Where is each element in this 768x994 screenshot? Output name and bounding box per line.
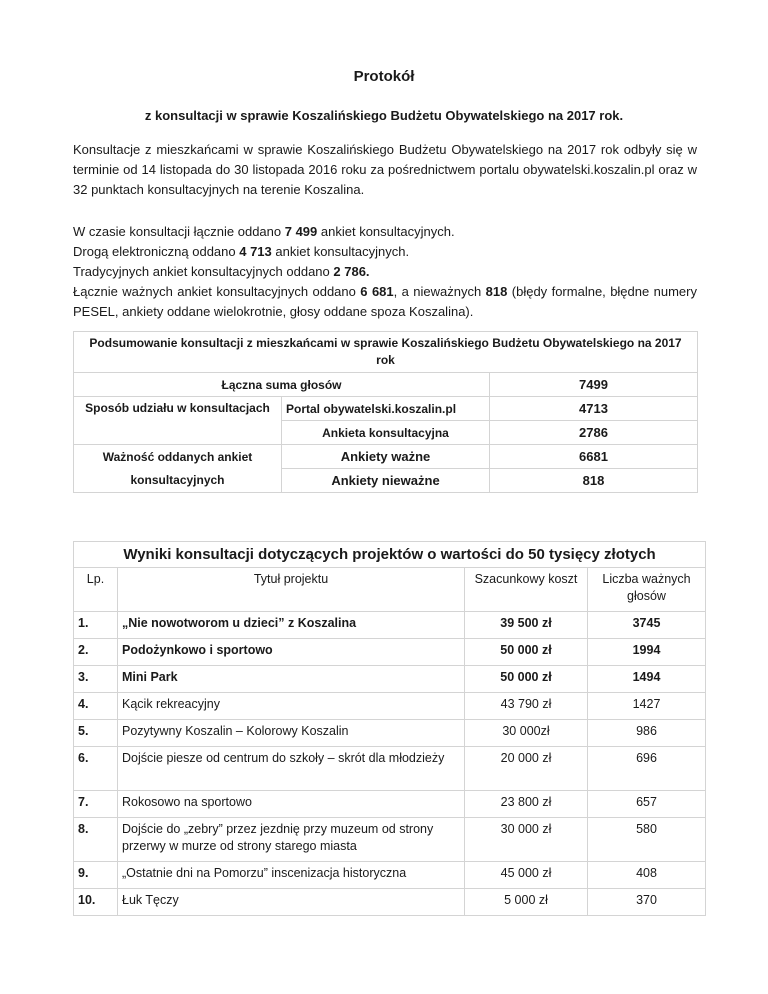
row-votes: 986 — [588, 720, 706, 747]
table-row — [74, 889, 706, 916]
method-label: Sposób udziału w konsultacjach — [74, 397, 282, 445]
row-lp: 7. — [74, 791, 118, 818]
intro-paragraph: Konsultacje z mieszkańcami w sprawie Koszalińskiego Budżetu Obywatelskiego na 2017 rok odbyły się w terminie od 14 listopada do 30 listopada 2016 roku za pośrednictwem portalu obywatelski.koszalin.pl oraz w 32 punktach konsultacyjnych na terenie Koszalina. — [73, 142, 697, 197]
stats-traditional-value: 2 786. — [333, 264, 370, 279]
summary-caption-row — [74, 332, 698, 373]
table-row — [74, 612, 706, 639]
row-votes: 1427 — [588, 693, 706, 720]
row-votes: 370 — [588, 889, 706, 916]
row-title: „Ostatnie dni na Pomorzu” inscenizacja historyczna — [118, 862, 465, 889]
row-cost: 50 000 zł — [465, 639, 588, 666]
row-cost: 30 000 zł — [465, 818, 588, 862]
row-lp: 2. — [74, 639, 118, 666]
row-lp: 6. — [74, 747, 118, 791]
row-votes: 580 — [588, 818, 706, 862]
portal-label: Portal obywatelski.koszalin.pl — [282, 397, 490, 421]
row-title: Podożynkowo i sportowo — [118, 639, 465, 666]
results-table — [73, 541, 706, 916]
stats-line-total — [73, 222, 697, 242]
row-cost: 50 000 zł — [465, 666, 588, 693]
row-title: Kącik rekreacyjny — [118, 693, 465, 720]
row-cost: 20 000 zł — [465, 747, 588, 791]
row-cost: 5 000 zł — [465, 889, 588, 916]
row-votes: 3745 — [588, 612, 706, 639]
stats-line-traditional — [73, 262, 697, 282]
row-cost: 39 500 zł — [465, 612, 588, 639]
row-lp: 1. — [74, 612, 118, 639]
row-votes: 1994 — [588, 639, 706, 666]
stats-paragraph — [73, 222, 697, 322]
stats-text: ankiet konsultacyjnych. — [317, 224, 455, 239]
portal-value: 4713 — [490, 397, 698, 421]
stats-text: , a nieważnych — [393, 284, 486, 299]
header-cost: Szacunkowy koszt — [465, 568, 588, 612]
table-row — [74, 639, 706, 666]
stats-text: Tradycyjnych ankiet konsultacyjnych oddano — [73, 264, 334, 279]
stats-text: W czasie konsultacji łącznie oddano — [73, 224, 285, 239]
total-value: 7499 — [490, 373, 698, 397]
total-label: Łączna suma głosów — [74, 373, 490, 397]
stats-total-value: 7 499 — [284, 224, 318, 239]
row-votes: 1494 — [588, 666, 706, 693]
table-row — [74, 666, 706, 693]
row-lp: 10. — [74, 889, 118, 916]
stats-text: ankiet konsultacyjnych. — [271, 244, 410, 259]
summary-row-total — [74, 373, 698, 397]
row-cost: 30 000zł — [465, 720, 588, 747]
validity-label-2: konsultacyjnych — [74, 469, 282, 493]
survey-label: Ankieta konsultacyjna — [282, 421, 490, 445]
header-lp: Lp. — [74, 568, 118, 612]
summary-row-valid — [74, 445, 698, 469]
table-row — [74, 693, 706, 720]
row-lp: 3. — [74, 666, 118, 693]
table-row — [74, 791, 706, 818]
results-caption: Wyniki konsultacji dotyczących projektów o wartości do 50 tysięcy złotych — [74, 542, 706, 568]
document-subtitle: z konsultacji w sprawie Koszalińskiego Budżetu Obywatelskiego na 2017 rok. — [144, 108, 624, 123]
stats-text: Łącznie ważnych ankiet konsultacyjnych oddano — [73, 284, 361, 299]
table-row — [74, 862, 706, 889]
row-title: Łuk Tęczy — [118, 889, 465, 916]
table-row — [74, 818, 706, 862]
row-lp: 5. — [74, 720, 118, 747]
stats-text: (błędy formalne, błędne numery PESEL, ankiety oddane wielokrotnie, głosy oddane spoza Koszalina). — [73, 284, 697, 319]
row-cost: 43 790 zł — [465, 693, 588, 720]
survey-value: 2786 — [490, 421, 698, 445]
document-title: Protokół — [353, 68, 415, 85]
summary-row-portal — [74, 397, 698, 421]
row-title: „Nie nowotworom u dzieci” z Koszalina — [118, 612, 465, 639]
stats-text: Drogą elektroniczną oddano — [73, 244, 240, 259]
row-title: Dojście piesze od centrum do szkoły – skrót dla młodzieży — [118, 747, 465, 791]
valid-value: 6681 — [490, 445, 698, 469]
table-row — [74, 747, 706, 791]
row-title: Dojście do „zebry” przez jezdnię przy muzeum od strony przerwy w murze od strony starego miasta — [118, 818, 465, 862]
invalid-value: 818 — [490, 469, 698, 493]
row-title: Rokosowo na sportowo — [118, 791, 465, 818]
stats-electronic-value: 4 713 — [239, 244, 272, 259]
row-votes: 408 — [588, 862, 706, 889]
row-cost: 23 800 zł — [465, 791, 588, 818]
header-votes: Liczba ważnych głosów — [588, 568, 706, 612]
row-title: Mini Park — [118, 666, 465, 693]
invalid-label: Ankiety nieważne — [282, 469, 490, 493]
table-row — [74, 720, 706, 747]
summary-row-invalid — [74, 469, 698, 493]
validity-label-1: Ważność oddanych ankiet — [74, 445, 282, 469]
header-title: Tytuł projektu — [118, 568, 465, 612]
stats-valid-value: 6 681 — [360, 284, 394, 299]
stats-line-electronic — [73, 242, 697, 262]
summary-caption: Podsumowanie konsultacji z mieszkańcami w sprawie Koszalińskiego Budżetu Obywatelskiego na 2017 rok — [74, 332, 698, 373]
valid-label: Ankiety ważne — [282, 445, 490, 469]
row-lp: 9. — [74, 862, 118, 889]
row-lp: 8. — [74, 818, 118, 862]
row-lp: 4. — [74, 693, 118, 720]
stats-line-validity — [73, 282, 697, 322]
results-body — [74, 612, 706, 916]
row-title: Pozytywny Koszalin – Kolorowy Koszalin — [118, 720, 465, 747]
row-cost: 45 000 zł — [465, 862, 588, 889]
results-header-row — [74, 568, 706, 612]
results-caption-row — [74, 542, 706, 568]
row-votes: 696 — [588, 747, 706, 791]
stats-invalid-value: 818 — [485, 284, 508, 299]
summary-table — [73, 331, 698, 493]
row-votes: 657 — [588, 791, 706, 818]
